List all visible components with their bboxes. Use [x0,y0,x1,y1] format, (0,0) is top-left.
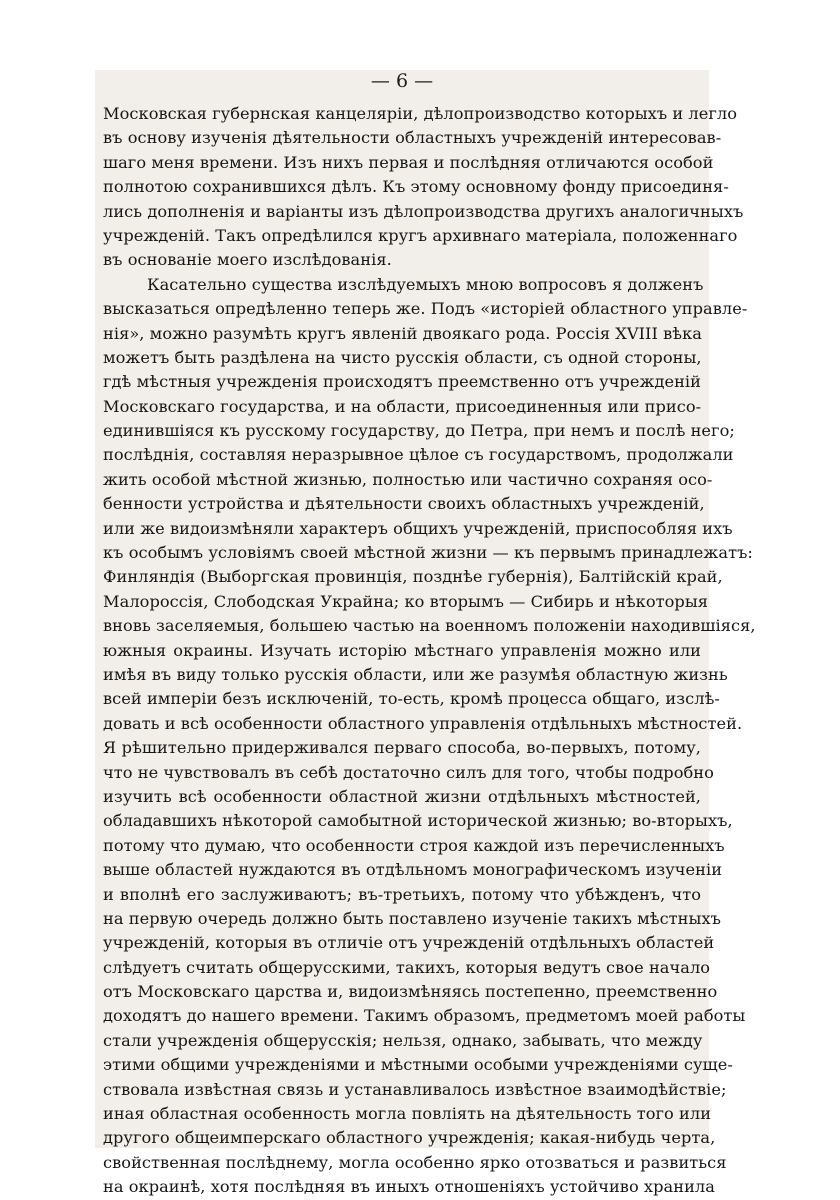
text-line: можетъ быть раздѣлена на чисто русскія области, съ одной стороны, [103,347,702,367]
text-line: лись дополненія и варіанты изъ дѣлопроизводства другихъ аналогичныхъ [103,201,744,221]
text-line: и вполнѣ его заслуживаютъ; въ-третьихъ, потому что убѣжденъ, что [103,884,701,904]
body-text [103,102,756,1200]
text-line: учрежденій. Такъ опредѣлился кругъ архивнаго матеріала, положеннаго [103,225,738,245]
text-line: другого общеимперскаго областного учрежденія; какая-нибудь черта, [103,1128,716,1148]
text-line: къ особымъ условіямъ своей мѣстной жизни — къ первымъ принадлежатъ: [103,543,753,563]
text-line: доходятъ до нашего времени. Такимъ образомъ, предметомъ моей работы [103,1006,746,1026]
text-line: высказаться опредѣленно теперь же. Подъ «исторіей областного управле- [103,299,748,319]
text-line: учрежденій, которыя въ отличіе отъ учрежденій отдѣльныхъ областей [103,933,715,953]
text-line: въ основу изученія дѣятельности областныхъ учрежденій интересовав- [103,128,722,148]
text-line: южныя окраины. Изучать исторію мѣстнаго управленія можно или [103,640,701,660]
text-line: полнотою сохранившихся дѣлъ. Къ этому основному фонду присоединя- [103,177,729,197]
text-line: стали учрежденія общерусскія; нельзя, однако, забывать, что между [103,1030,703,1050]
paragraph [103,102,744,273]
text-line: послѣднія, составляя неразрывное цѣлое съ государствомъ, продолжали [103,445,734,465]
text-line: на первую очередь должно быть поставлено изученіе такихъ мѣстныхъ [103,908,721,928]
text-line: Я рѣшительно придерживался перваго способа, во-первыхъ, потому, [103,738,701,758]
text-line: на окраинѣ, хотя послѣдняя въ иныхъ отношеніяхъ устойчиво хранила [103,1177,715,1197]
text-line: Московскаго государства, и на области, присоединенныя или присо- [103,396,702,416]
text-line: свойственная послѣднему, могла особенно ярко отозваться и развиться [103,1152,727,1172]
text-line: отъ Московскаго царства и, видоизмѣняясь постепенно, преемственно [103,982,718,1002]
text-line: изучить всѣ особенности областной жизни отдѣльныхъ мѣстностей, [103,786,701,806]
text-line: всей имперіи безъ исключеній, то-есть, кромѣ процесса общаго, изслѣ- [103,689,720,709]
text-line: единившіяся къ русскому государству, до Петра, при немъ и послѣ него; [103,421,735,441]
text-line: шаго меня времени. Изъ нихъ первая и послѣдняя отличаются особой [103,152,714,172]
text-line: Малороссія, Слободская Украйна; ко вторымъ — Сибирь и нѣкоторыя [103,591,709,611]
text-line: нія», можно разумѣть кругъ явленій двоякаго рода. Россія XVIII вѣка [103,323,702,343]
text-line: или же видоизмѣняли характеръ общихъ учрежденій, приспособляя ихъ [103,518,733,538]
paragraph [103,273,756,1200]
text-line: Касательно существа изслѣдуемыхъ мною вопросовъ я долженъ [147,274,704,294]
text-line: Московская губернская канцеляріи, дѣлопроизводство которыхъ и легло [103,104,738,123]
text-line: ствовала извѣстная связь и устанавливалось извѣстное взаимодѣйствіе; [103,1079,727,1099]
text-line: потому что думаю, что особенности строя каждой изъ перечисленныхъ [103,835,725,855]
text-line: вновь заселяемыя, большею частью на военномъ положеніи находившіяся, [103,616,756,636]
text-line: въ основаніе моего изслѣдованія. [103,250,392,270]
text-line: что не чувствовалъ въ себѣ достаточно силъ для того, чтобы подробно [103,762,714,782]
text-line: обладавшихъ нѣкоторой самобытной исторической жизнью; во-вторыхъ, [103,811,733,831]
text-line: этими общими учрежденіями и мѣстными особыми учрежденіями суще- [103,1055,733,1075]
text-line: иная областная особенность могла повліять на дѣятельность того или [103,1104,712,1124]
book-page [95,70,756,1197]
text-line: слѣдуетъ считать общерусскими, такихъ, которыя ведутъ свое начало [103,957,711,977]
text-line: имѣя въ виду только русскія области, или же разумѣя областную жизнь [103,664,728,684]
page-number: — 6 — [370,70,434,92]
text-line: жить особой мѣстной жизнью, полностью или частично сохраняя осо- [103,469,713,489]
text-line: бенности устройства и дѣятельности своихъ областныхъ учрежденій, [103,494,705,514]
text-line: гдѣ мѣстныя учрежденія происходятъ преемственно отъ учрежденій [103,372,701,392]
text-line: довать и всѣ особенности областного управленія отдѣльныхъ мѣстностей. [103,713,743,733]
text-line: выше областей нуждаются въ отдѣльномъ монографическомъ изученіи [103,860,723,880]
text-line: Финляндія (Выборгская провинція, позднѣе губернія), Балтійскій край, [103,567,723,587]
